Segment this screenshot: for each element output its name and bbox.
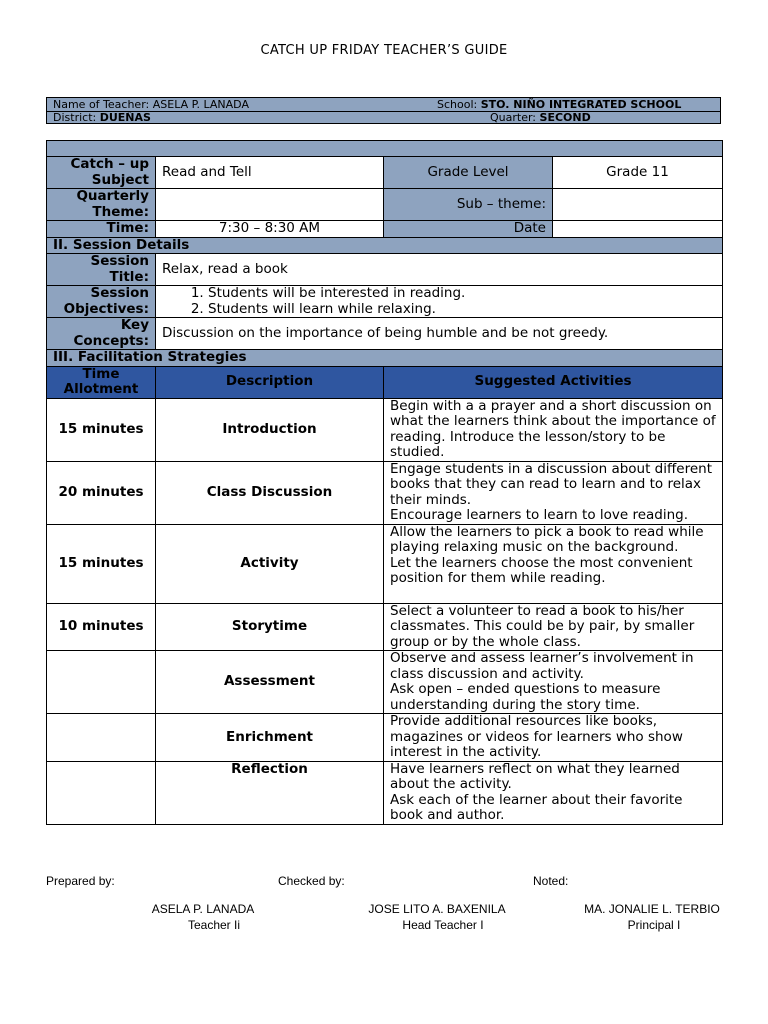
time-allotment-cell (47, 761, 156, 824)
objective-item: 2. Students will learn while relaxing. (208, 302, 716, 318)
subject-value: Read and Tell (156, 157, 384, 189)
document-title: CATCH UP FRIDAY TEACHER’S GUIDE (260, 43, 508, 58)
school-label: School: (437, 98, 478, 111)
prepared-by-label: Prepared by: (46, 874, 115, 888)
suggested-activity-cell: Engage students in a discussion about different books that they can read to learn and to relax their minds. Encourage learners to learn to love reading. (384, 461, 723, 524)
strategy-row (47, 651, 723, 714)
strategy-row (47, 603, 723, 651)
time-allotment-cell (47, 714, 156, 762)
prepared-role: Teacher Ii (187, 918, 241, 932)
prepared-name: ASELA P. LANADA (151, 902, 255, 916)
description-cell: Activity (156, 524, 384, 603)
session-title-label: Session Title: (47, 254, 156, 286)
facilitation-heading: III. Facilitation Strategies (47, 350, 723, 367)
quarter-value: SECOND (539, 111, 591, 124)
date-label: Date (384, 221, 553, 238)
subtheme-value (553, 189, 723, 221)
theme-value (156, 189, 384, 221)
time-label: Time: (47, 221, 156, 238)
time-allotment-cell: 15 minutes (47, 398, 156, 461)
info-row-2 (53, 111, 720, 124)
grade-label: Grade Level (384, 157, 553, 189)
quarter-label: Quarter: (490, 111, 537, 124)
district-label: District: (53, 111, 97, 124)
description-cell: Storytime (156, 603, 384, 651)
info-row-1 (47, 98, 720, 112)
session-details-heading: II. Session Details (47, 237, 723, 254)
teacher-info-box (46, 97, 721, 124)
time-value: 7:30 – 8:30 AM (156, 221, 384, 238)
time-allotment-cell: 15 minutes (47, 524, 156, 603)
noted-name: MA. JONALIE L. TERBIO (584, 902, 720, 916)
time-allotment-cell: 20 minutes (47, 461, 156, 524)
district-name: DUEÑAS (99, 111, 151, 124)
concepts-value: Discussion on the importance of being humble and be not greedy. (156, 318, 723, 350)
col-desc-header: Description (156, 366, 384, 398)
subject-label: Catch – up Subject (47, 157, 156, 189)
suggested-activity-cell: Observe and assess learner’s involvement in class discussion and activity. Ask open – ended questions to measure understanding during the story time. (384, 651, 723, 714)
description-cell: Enrichment (156, 714, 384, 762)
suggested-activity-cell: Provide additional resources like books, magazines or videos for learners who show interest in the activity. (384, 714, 723, 762)
strategy-row (47, 761, 723, 824)
teacher-label: Name of Teacher: (53, 98, 150, 111)
strategy-row (47, 714, 723, 762)
suggested-activity-cell: Have learners reflect on what they learned about the activity. Ask each of the learner about their favorite book and author. (384, 761, 723, 824)
col-time-header: Time Allotment (47, 366, 156, 398)
description-cell: Introduction (156, 398, 384, 461)
strategy-row (47, 398, 723, 461)
guide-table (46, 140, 723, 825)
school-name: STO. NIÑO INTEGRATED SCHOOL (480, 98, 682, 111)
description-cell: Reflection (156, 761, 384, 824)
teacher-name: ASELA P. LANADA (152, 98, 249, 111)
table-header-bar (47, 141, 723, 157)
subtheme-label: Sub – theme: (384, 189, 553, 221)
description-cell: Class Discussion (156, 461, 384, 524)
time-allotment-cell (47, 651, 156, 714)
objectives-label: Session Objectives: (47, 286, 156, 318)
time-allotment-cell: 10 minutes (47, 603, 156, 651)
date-value (553, 221, 723, 238)
objective-item: 1. Students will be interested in reading. (208, 286, 716, 302)
grade-value: Grade 11 (553, 157, 723, 189)
checked-by-label: Checked by: (278, 874, 345, 888)
checked-role: Head Teacher I (402, 918, 484, 932)
suggested-activity-cell: Begin with a a prayer and a short discussion on what the learners think about the importance of reading. Introduce the lesson/story to be studied. (384, 398, 723, 461)
strategy-row (47, 524, 723, 603)
col-activities-header: Suggested Activities (384, 366, 723, 398)
suggested-activity-cell: Select a volunteer to read a book to his/her classmates. This could be by pair, by smaller group or by the whole class. (384, 603, 723, 651)
description-cell: Assessment (156, 651, 384, 714)
objectives-value (156, 286, 723, 318)
session-title-value: Relax, read a book (156, 254, 723, 286)
suggested-activity-cell: Allow the learners to pick a book to read while playing relaxing music on the background. Let the learners choose the most convenient position for them while reading. (384, 524, 723, 603)
noted-role: Principal I (627, 918, 681, 932)
checked-name: JOSE LITO A. BAXENILA (368, 902, 506, 916)
concepts-label: Key Concepts: (47, 318, 156, 350)
noted-label: Noted: (533, 874, 569, 888)
theme-label: Quarterly Theme: (47, 189, 156, 221)
strategy-row (47, 461, 723, 524)
